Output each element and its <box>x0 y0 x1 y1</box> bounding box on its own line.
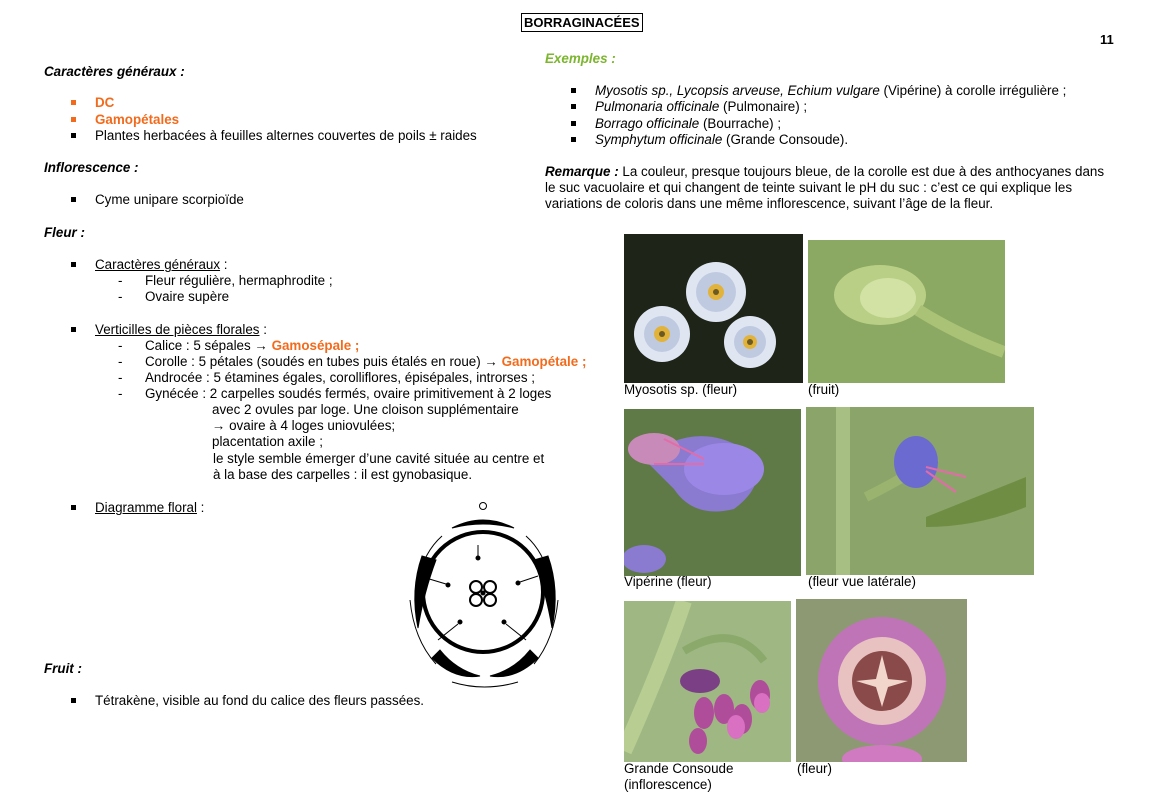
remark-line: le suc vacuolaire et qui changent de teinte suivant le pH du suc : c’est ce qui explique les <box>545 180 1073 195</box>
gynecee-line: → ovaire à 4 loges uniovulées; <box>212 418 396 433</box>
dash: - <box>118 273 123 288</box>
bullet-icon <box>571 104 576 109</box>
diagram-label: Diagramme floral : <box>95 500 205 515</box>
bullet-icon <box>71 262 76 267</box>
viperine-flower-photo <box>624 409 801 576</box>
dash: - <box>118 370 123 385</box>
bullet-icon <box>71 505 76 510</box>
myosotis-flower-photo <box>624 234 803 383</box>
remark-line: variations de coloris dans une même inflorescence, suivant l’âge de la fleur. <box>545 196 994 211</box>
general-item-gamopetales: Gamopétales <box>95 112 180 127</box>
page-number: 11 <box>1100 32 1114 47</box>
corolle-line: Corolle : 5 pétales (soudés en tubes puis étalés en roue) → Gamopétale ; <box>145 354 587 369</box>
consoude-inflorescence-photo <box>624 601 791 762</box>
consoude-flower-photo <box>796 599 967 762</box>
fruit-heading: Fruit : <box>44 661 82 676</box>
verticils-label: Verticilles de pièces florales : <box>95 322 267 337</box>
dash: - <box>118 289 123 304</box>
gynecee-line: avec 2 ovules par loge. Une cloison supplémentaire <box>212 402 519 417</box>
general-item-plantes: Plantes herbacées à feuilles alternes couvertes de poils ± raides <box>95 128 477 143</box>
viperine-side-photo <box>806 407 1034 575</box>
example-item: Myosotis sp., Lycopsis arveuse, Echium vulgare (Vipérine) à corolle irrégulière ; <box>595 83 1067 98</box>
page-title: BORRAGINACÉES <box>521 13 643 32</box>
caption-myosotis-flower: Myosotis sp. (fleur) <box>624 382 738 397</box>
inflorescence-item: Cyme unipare scorpioïde <box>95 192 244 207</box>
example-item: Borrago officinale (Bourrache) ; <box>595 116 782 131</box>
caption-consoude-inflorescence: Grande Consoude <box>624 761 734 776</box>
fruit-item: Tétrakène, visible au fond du calice des fleurs passées. <box>95 693 424 708</box>
bullet-icon <box>571 137 576 142</box>
caption-consoude-flower: (fleur) <box>797 761 832 776</box>
general-heading: Caractères généraux : <box>44 64 185 79</box>
gynecee-line: placentation axile ; <box>212 434 323 449</box>
bullet-icon <box>71 117 76 122</box>
caption-consoude-inflorescence-2: (inflorescence) <box>624 777 712 792</box>
flower-general-label: Caractères généraux : <box>95 257 228 272</box>
calice-line: Calice : 5 sépales → Gamosépale ; <box>145 338 360 353</box>
floral-diagram <box>402 500 570 690</box>
dash: - <box>118 386 123 401</box>
bullet-icon <box>71 327 76 332</box>
bullet-icon <box>71 698 76 703</box>
dash: - <box>118 354 123 369</box>
bullet-icon <box>71 100 76 105</box>
remark-line: Remarque : La couleur, presque toujours bleue, de la corolle est due à des anthocyanes dans <box>545 164 1105 179</box>
caption-viperine-flower: Vipérine (fleur) <box>624 574 712 589</box>
androcee-line: Androcée : 5 étamines égales, corolliflores, épisépales, introrses ; <box>145 370 536 385</box>
bullet-icon <box>71 133 76 138</box>
caption-myosotis-fruit: (fruit) <box>808 382 840 397</box>
bullet-icon <box>571 121 576 126</box>
gynecee-line: Gynécée : 2 carpelles soudés fermés, ovaire primitivement à 2 loges <box>145 386 552 401</box>
caption-viperine-side: (fleur vue latérale) <box>808 574 916 589</box>
general-item-dc: DC <box>95 95 115 110</box>
bullet-icon <box>571 88 576 93</box>
arrow-icon: → <box>484 354 498 369</box>
examples-heading: Exemples : <box>545 51 616 66</box>
myosotis-fruit-photo <box>808 240 1005 383</box>
gynecee-line: le style semble émerger d’une cavité située au centre et <box>213 451 545 466</box>
bullet-icon <box>71 197 76 202</box>
flower-general-item: Ovaire supère <box>145 289 230 304</box>
flower-heading: Fleur : <box>44 225 85 240</box>
gynecee-line: à la base des carpelles : il est gynobasique. <box>213 467 473 482</box>
example-item: Symphytum officinale (Grande Consoude). <box>595 132 849 147</box>
example-item: Pulmonaria officinale (Pulmonaire) ; <box>595 99 808 114</box>
inflorescence-heading: Inflorescence : <box>44 160 139 175</box>
arrow-icon: → <box>254 338 268 353</box>
flower-general-item: Fleur régulière, hermaphrodite ; <box>145 273 333 288</box>
dash: - <box>118 338 123 353</box>
